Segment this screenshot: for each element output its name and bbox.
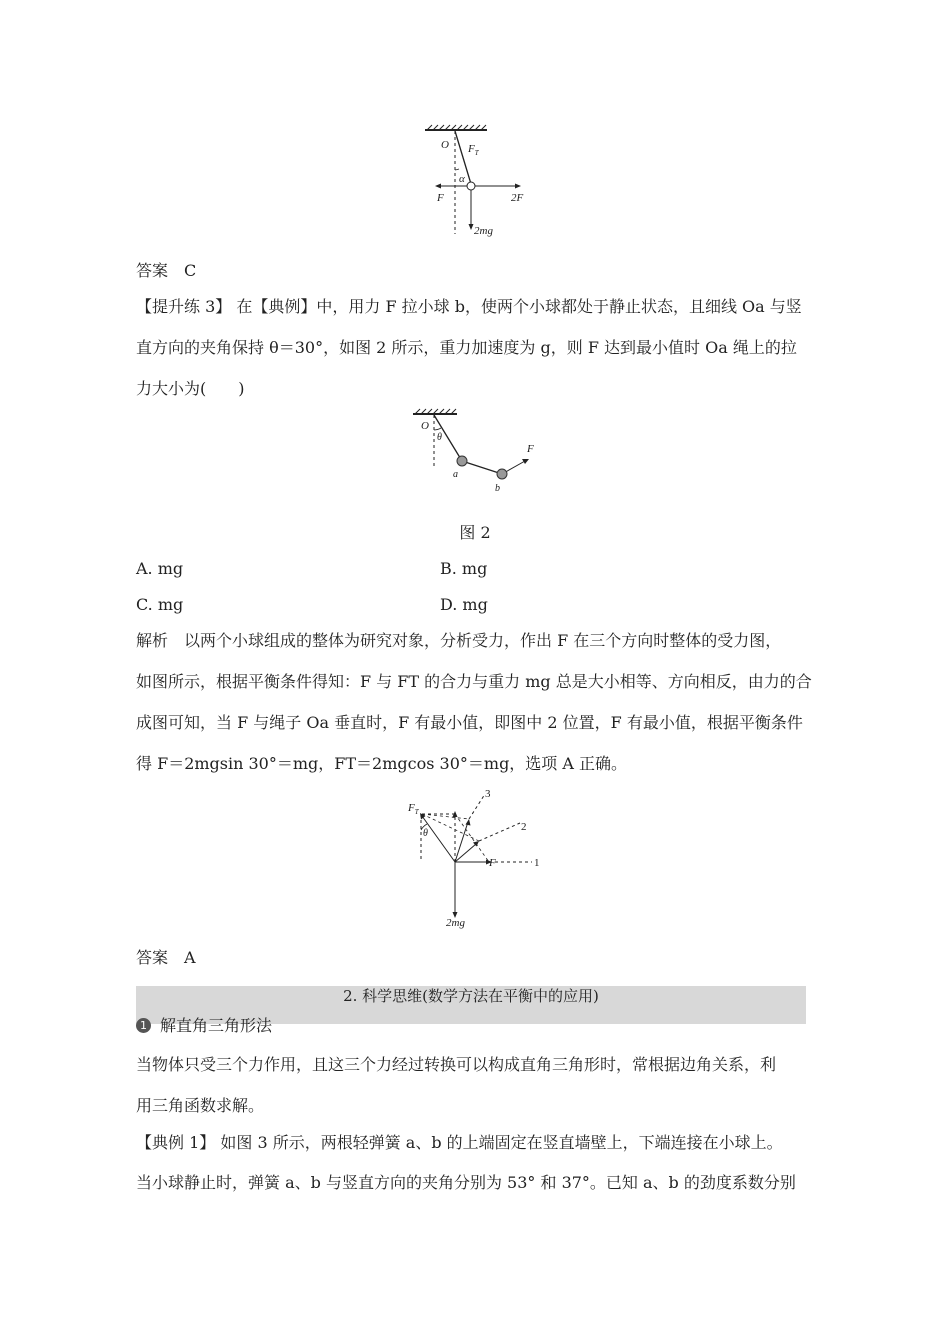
body-line-3: 【典例 1】 如图 3 所示，两根轻弹簧 a、b 的上端固定在竖直墙壁上，下端连接在小球上。	[136, 1133, 783, 1152]
option-d: D. mg	[440, 595, 488, 614]
fig3-label-F: F	[489, 857, 496, 869]
analysis-line-2: 如图所示，根据平衡条件得知：F 与 FT 的合力与重力 mg 总是大小相等、方向相反，由力的合	[136, 672, 812, 691]
fig3-label-2: 2	[521, 821, 527, 833]
fig3-label-FT	[407, 802, 420, 816]
option-b: B. mg	[440, 559, 488, 578]
number-badge: 1	[136, 1018, 151, 1033]
fig2-label-b: b	[495, 483, 500, 494]
section-subtitle: 解直角三角形法	[160, 1016, 273, 1035]
section-title: 2. 科学思维(数学方法在平衡中的应用)	[343, 987, 599, 1005]
figure-2-caption: 图 2	[459, 523, 491, 542]
answer-2: 答案 A	[136, 948, 196, 967]
fig1-label-2mg: 2mg	[474, 225, 493, 237]
option-a: A. mg	[136, 559, 184, 578]
figure-3-force-triangle	[400, 786, 550, 930]
analysis-line-1: 解析 以两个小球组成的整体为研究对象，分析受力，作出 F 在三个方向时整体的受力图，	[136, 631, 782, 650]
analysis-line-4: 得 F＝2mgsin 30°＝mg，FT＝2mgcos 30°＝mg，选项 A 正确。	[136, 754, 628, 773]
fig3-label-2mg: 2mg	[446, 917, 465, 929]
fig3-label-FT-main: F	[408, 802, 415, 814]
analysis-line-3: 成图可知，当 F 与绳子 Oa 垂直时，F 有最小值，即图中 2 位置，F 有最小值，根据平衡条件	[136, 713, 803, 732]
fig3-label-theta: θ	[423, 828, 428, 839]
fig1-label-alpha: α	[459, 173, 465, 185]
fig3-label-FT-sub: T	[414, 808, 419, 816]
answer-1: 答案 C	[136, 261, 197, 280]
option-c: C. mg	[136, 595, 184, 614]
fig2-label-F: F	[527, 443, 534, 455]
fig3-label-1: 1	[534, 857, 540, 869]
problem-line-2: 直方向的夹角保持 θ＝30°，如图 2 所示，重力加速度为 g，则 F 达到最小值时 Oa 绳上的拉	[136, 338, 797, 357]
fig1-label-FT-sub: T	[474, 149, 479, 157]
body-line-4: 当小球静止时，弹簧 a、b 与竖直方向的夹角分别为 53° 和 37°。已知 a、b 的劲度系数分别	[136, 1173, 796, 1192]
fig3-label-3: 3	[485, 788, 491, 800]
fig2-label-a: a	[453, 469, 458, 480]
fig1-label-O: O	[441, 139, 449, 151]
body-line-2: 用三角函数求解。	[136, 1096, 265, 1115]
fig1-label-2F: 2F	[511, 192, 524, 204]
body-line-1: 当物体只受三个力作用，且这三个力经过转换可以构成直角三角形时，常根据边角关系，利	[136, 1055, 777, 1074]
fig2-label-theta: θ	[437, 432, 442, 443]
problem-line-3: 力大小为( )	[136, 379, 245, 398]
problem-line-1: 【提升练 3】 在【典例】中，用力 F 拉小球 b，使两个小球都处于静止状态，且细线 Oa 与竖	[136, 297, 802, 316]
fig1-label-FT-main: F	[468, 143, 475, 155]
figure-1-force-diagram	[415, 122, 545, 240]
figure-2-two-balls	[405, 406, 555, 498]
fig1-label-F: F	[437, 192, 444, 204]
fig2-label-O: O	[421, 420, 429, 432]
fig1-label-FT	[467, 143, 480, 157]
